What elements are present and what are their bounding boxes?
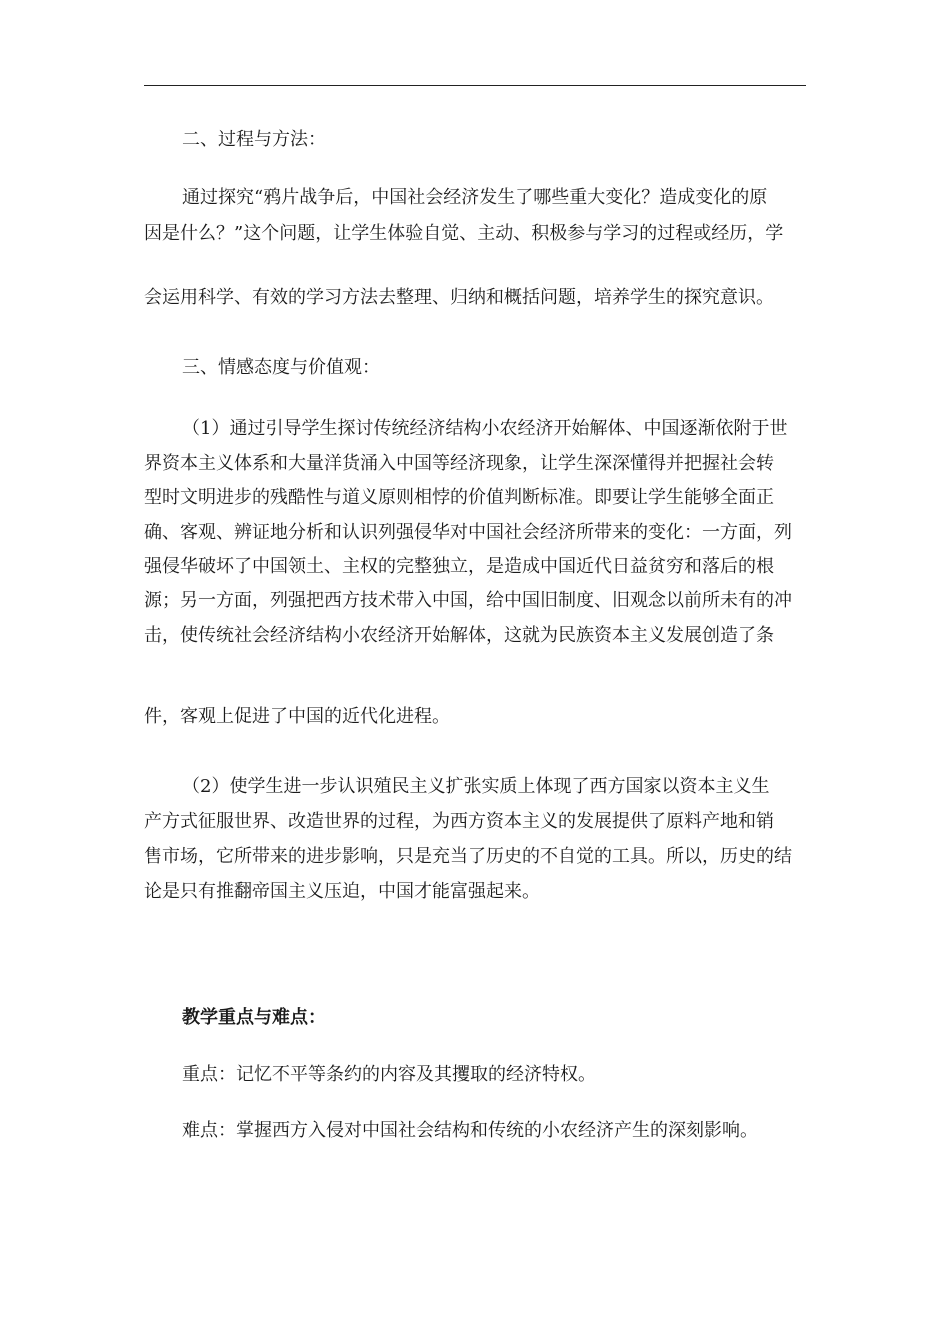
- difficult-point-line: 难点：掌握西方入侵对中国社会结构和传统的小农经济产生的深刻影响。: [182, 1120, 758, 1141]
- section-heading-attitude: 三、情感态度与价值观：: [182, 357, 380, 378]
- paragraph-line: 型时文明进步的残酷性与道义原则相悖的价值判断标准。即要让学生能够全面正: [144, 487, 774, 508]
- paragraph-line: 产方式征服世界、改造世界的过程，为西方资本主义的发展提供了原料产地和销: [144, 811, 774, 832]
- paragraph-line: 确、客观、辨证地分析和认识列强侵华对中国社会经济所带来的变化：一方面，列: [144, 522, 792, 543]
- paragraph-line: 论是只有推翻帝国主义压迫，中国才能富强起来。: [144, 881, 540, 902]
- key-point-line: 重点：记忆不平等条约的内容及其攫取的经济特权。: [182, 1064, 596, 1085]
- section-heading-process: 二、过程与方法：: [182, 129, 326, 150]
- paragraph-line: 会运用科学、有效的学习方法去整理、归纳和概括问题，培养学生的探究意识。: [144, 287, 774, 308]
- paragraph-line: 件，客观上促进了中国的近代化进程。: [144, 706, 450, 727]
- paragraph-line: 击，使传统社会经济结构小农经济开始解体，这就为民族资本主义发展创造了条: [144, 625, 774, 646]
- paragraph-line: （1）通过引导学生探讨传统经济结构小农经济开始解体、中国逐渐依附于世: [182, 418, 788, 439]
- paragraph-line: 因是什么？”这个问题，让学生体验自觉、主动、积极参与学习的过程或经历，学: [144, 223, 784, 244]
- paragraph-line: （2）使学生进一步认识殖民主义扩张实质上体现了西方国家以资本主义生: [182, 776, 770, 797]
- paragraph-line: 强侵华破坏了中国领土、主权的完整独立，是造成中国近代日益贫穷和落后的根: [144, 556, 774, 577]
- paragraph-line: 界资本主义体系和大量洋货涌入中国等经济现象，让学生深深懂得并把握社会转: [144, 453, 774, 474]
- paragraph-line: 售市场，它所带来的进步影响，只是充当了历史的不自觉的工具。所以，历史的结: [144, 846, 792, 867]
- teaching-focus-heading: 教学重点与难点：: [182, 1007, 326, 1028]
- paragraph-line: 通过探究“鸦片战争后，中国社会经济发生了哪些重大变化？造成变化的原: [182, 187, 768, 208]
- paragraph-line: 源；另一方面，列强把西方技术带入中国，给中国旧制度、旧观念以前所未有的冲: [144, 590, 792, 611]
- header-rule: [144, 85, 806, 86]
